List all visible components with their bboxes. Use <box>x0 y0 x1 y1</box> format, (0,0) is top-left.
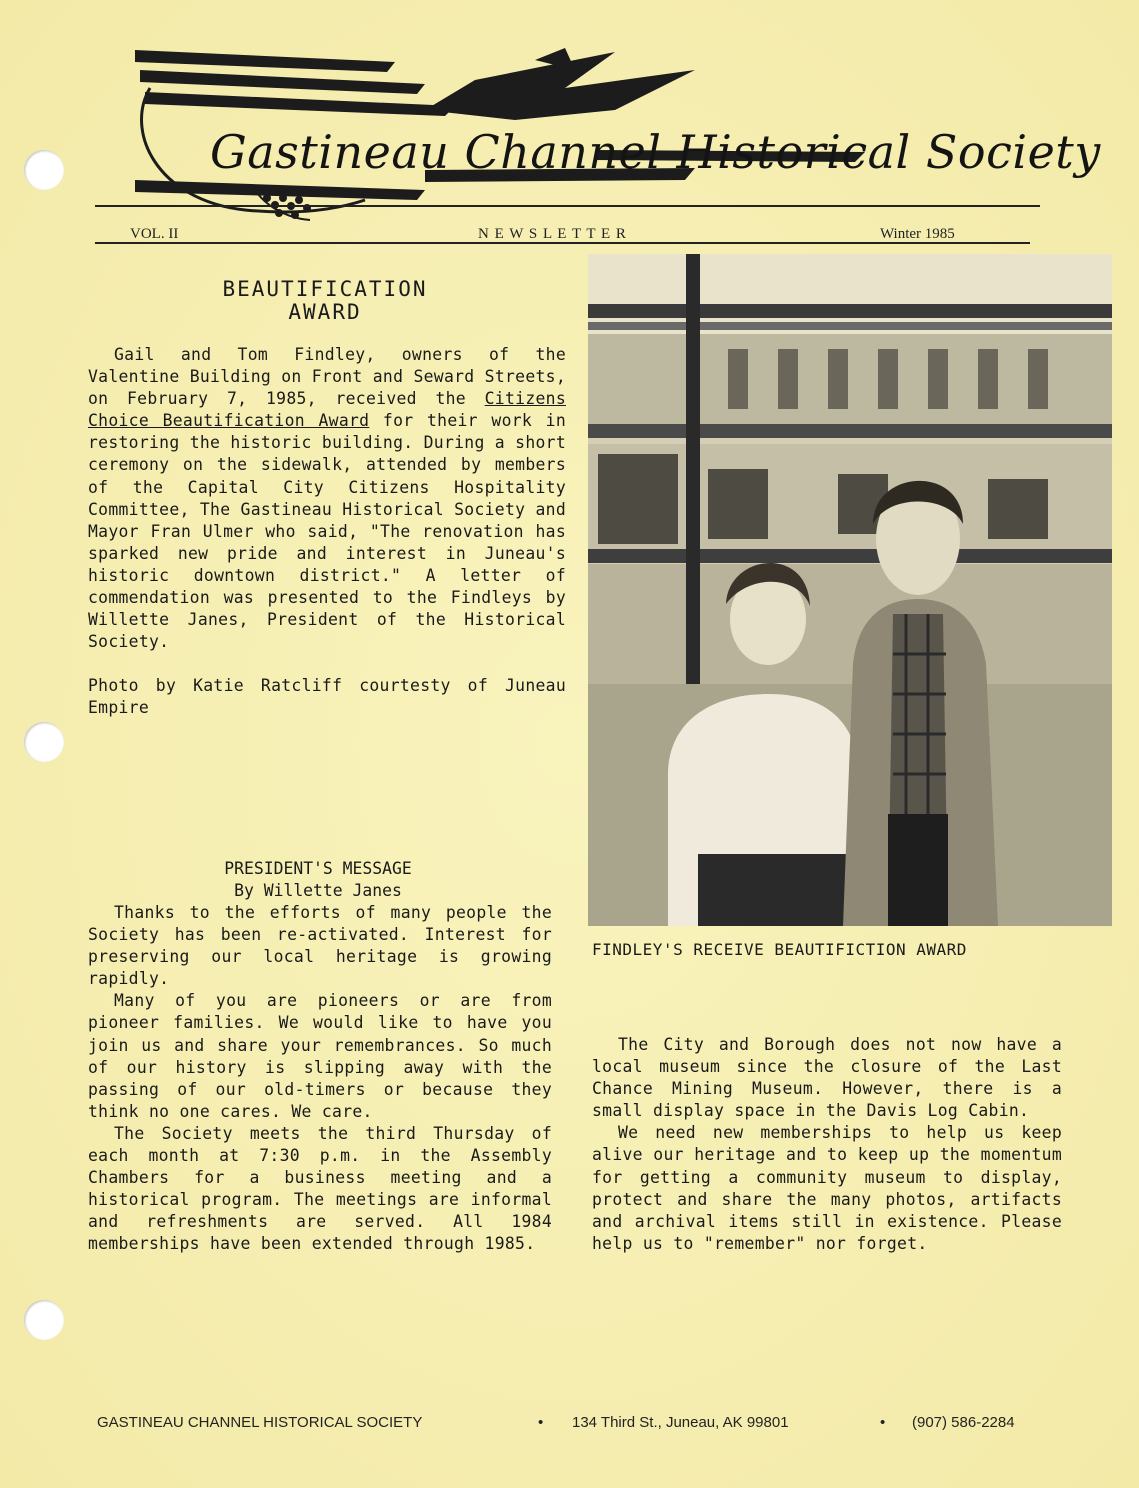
president-byline: By Willette Janes <box>234 881 402 900</box>
punch-hole <box>24 1300 64 1340</box>
punch-hole <box>24 722 64 762</box>
award-article <box>88 344 566 720</box>
president-paragraph: Many of you are pioneers or are from pioneer families. We would like to have you join us and share your remembrances. So much of our history is slipping away with the passing of our old-timers or because they think no one cares. We care. <box>88 991 552 1121</box>
masthead-rule <box>95 205 1040 207</box>
photo-credit: Photo by Katie Ratcliff courtesty of Juneau Empire <box>88 676 566 718</box>
museum-paragraph: We need new memberships to help us keep alive our heritage and to keep up the momentum for getting a community museum to display, protect and share the many photos, artifacts and archival items still in existence. Please help us to "remember" nor forget. <box>592 1123 1062 1253</box>
footer-separator: • <box>538 1414 544 1431</box>
museum-paragraph: The City and Borough does not now have a local museum since the closure of the Last Chance Mining Museum. However, there is a small display space in the Davis Log Cabin. <box>592 1035 1062 1121</box>
issue-date: Winter 1985 <box>880 226 955 242</box>
footer-phone: (907) 586-2284 <box>912 1414 1015 1431</box>
punch-hole <box>24 150 64 190</box>
award-heading-line1: BEAUTIFICATION <box>222 277 428 301</box>
findley-photo-image <box>588 254 1112 926</box>
president-heading <box>88 858 548 902</box>
newsletter-label: N E W S L E T T E R <box>478 226 627 242</box>
president-paragraph: The Society meets the third Thursday of each month at 7:30 p.m. in the Assembly Chambers for a business meeting and a historical program. The meetings are informal and refreshments are served. All 1984 memberships have been extended through 1985. <box>88 1123 552 1254</box>
award-heading-line2: AWARD <box>288 300 362 324</box>
president-paragraph: Thanks to the efforts of many people the Society has been re-activated. Interest for preserving our local heritage is growing rapidly. <box>88 903 552 989</box>
photo-caption: FINDLEY'S RECEIVE BEAUTIFICTION AWARD <box>592 940 967 959</box>
footer-separator: • <box>880 1414 886 1431</box>
findley-photo <box>588 254 1112 926</box>
volume-label: VOL. II <box>130 226 179 242</box>
award-name: Citizens Choice Beautification Award <box>88 389 566 431</box>
masthead <box>95 40 1101 225</box>
award-body: Gail and Tom Findley, owners of the Valentine Building on Front and Seward Streets, on February 7, 1985, received the Citizens Choice Beautification Award for their work in restoring the historic building. During a short ceremony on the sidewalk, attended by members of the Capital City Citizens Hospitality Committee, The Gastineau Historical Society and Mayor Fran Ulmer who said, "The renovation has sparked new pride and interest in Juneau's historic downtown district." A letter of commendation was presented to the Findleys by Willette Janes, President of the Historical Society. <box>88 345 566 652</box>
president-message <box>88 902 552 1256</box>
footer-address: 134 Third St., Juneau, AK 99801 <box>572 1414 789 1431</box>
award-heading <box>105 278 545 324</box>
president-heading-title: PRESIDENT'S MESSAGE <box>224 859 412 878</box>
museum-article <box>592 1034 1062 1255</box>
masthead-title: Gastineau Channel Historical Society <box>210 125 1101 179</box>
footer-org: GASTINEAU CHANNEL HISTORICAL SOCIETY <box>97 1414 423 1431</box>
